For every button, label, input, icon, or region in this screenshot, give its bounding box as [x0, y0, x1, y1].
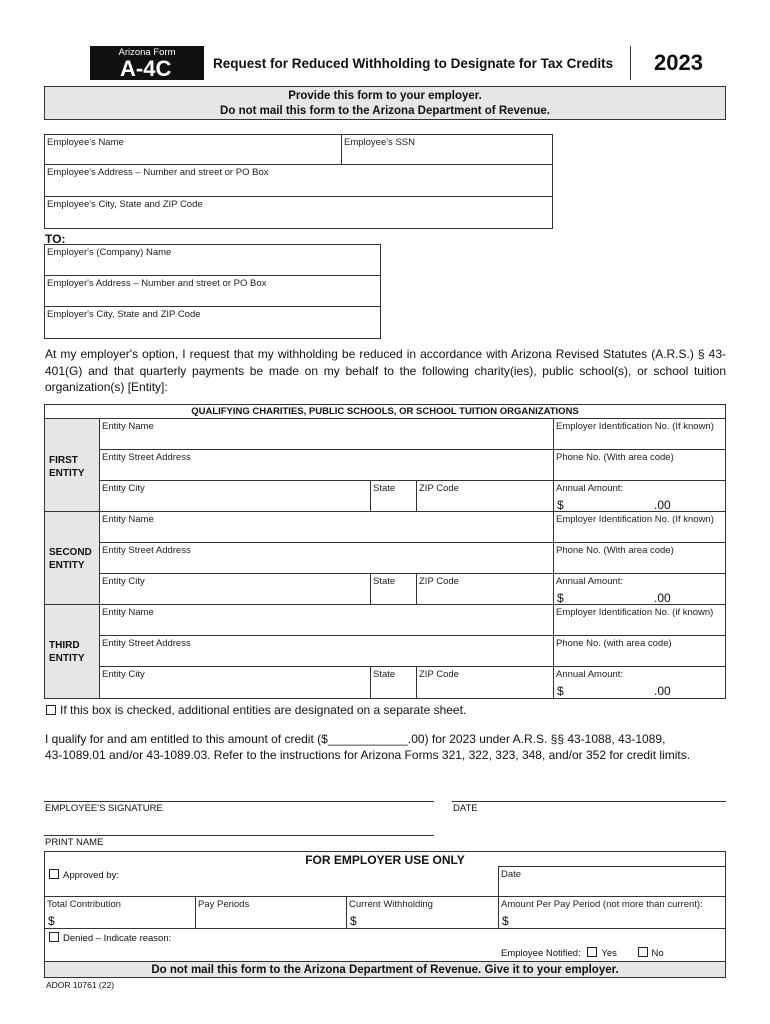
third-entity-name[interactable]	[99, 604, 554, 636]
denied-reason-field[interactable]	[44, 928, 726, 962]
employee-signature-line[interactable]	[44, 801, 434, 802]
third-entity-city[interactable]	[99, 666, 371, 699]
current-withholding-dollar: $	[350, 914, 357, 928]
approved-by-label: Approved by:	[63, 870, 119, 881]
credit-text-line-2: 43-1089.01 and/or 43-1089.03. Refer to the instructions for Arizona Forms 321, 322, 323, 348, and/or 352 for credit limits.	[45, 748, 691, 762]
to-label: TO:	[45, 232, 66, 246]
second-entity-phone-label: Phone No. (With area code)	[556, 545, 674, 556]
employer-address-field[interactable]	[44, 275, 381, 307]
second-entity-dollar: $	[557, 591, 564, 605]
second-entity-state-label: State	[373, 576, 396, 587]
first-entity-city-label: Entity City	[102, 483, 145, 494]
employee-address-field[interactable]	[44, 164, 553, 197]
second-entity-zip[interactable]	[416, 573, 554, 605]
third-entity-amount-label: Annual Amount:	[556, 669, 624, 680]
amount-per-period-field[interactable]	[498, 896, 726, 929]
amount-per-period-label: Amount Per Pay Period (not more than current):	[501, 899, 703, 910]
first-entity-ein[interactable]	[553, 418, 726, 450]
entities-table-header: QUALIFYING CHARITIES, PUBLIC SCHOOLS, OR SCHOOL TUITION ORGANIZATIONS	[44, 404, 726, 419]
credit-paragraph	[45, 731, 735, 763]
form-number: A-4C	[120, 56, 172, 81]
form-header	[90, 46, 726, 80]
approved-checkbox[interactable]	[49, 869, 59, 879]
third-entity-city-label: Entity City	[102, 669, 145, 680]
first-entity-city[interactable]	[99, 480, 371, 512]
first-entity-amount-label: Annual Amount:	[556, 483, 624, 494]
third-entity-phone[interactable]	[553, 635, 726, 667]
third-entity-label-1: THIRD	[49, 640, 80, 651]
first-entity-phone[interactable]	[553, 449, 726, 481]
second-entity-street-label: Entity Street Address	[102, 545, 191, 556]
second-entity-ein-label: Employer Identification No. (If known)	[556, 514, 714, 525]
additional-entities-text: If this box is checked, additional entities are designated on a separate sheet.	[60, 703, 467, 717]
third-entity-amount[interactable]	[553, 666, 726, 699]
second-entity-block	[44, 511, 100, 605]
second-entity-amount-label: Annual Amount:	[556, 576, 624, 587]
second-entity-zip-label: ZIP Code	[419, 576, 459, 587]
print-name-line[interactable]	[44, 835, 434, 836]
second-entity-name[interactable]	[99, 511, 554, 543]
denied-label: Denied – Indicate reason:	[63, 933, 172, 944]
first-entity-street[interactable]	[99, 449, 554, 481]
second-entity-label-1: SECOND	[49, 547, 92, 558]
form-number-block	[90, 46, 204, 80]
employee-name-label: Employee's Name	[47, 137, 124, 148]
first-entity-ein-label: Employer Identification No. (If known)	[556, 421, 714, 432]
first-entity-cents: .00	[654, 498, 671, 512]
first-entity-amount[interactable]	[553, 480, 726, 512]
second-entity-label-2: ENTITY	[49, 560, 85, 571]
second-entity-amount[interactable]	[553, 573, 726, 605]
employee-city-label: Employee's City, State and ZIP Code	[47, 199, 203, 210]
first-entity-state-label: State	[373, 483, 396, 494]
second-entity-cents: .00	[654, 591, 671, 605]
form-label: Arizona Form	[118, 47, 176, 58]
third-entity-state-label: State	[373, 669, 396, 680]
intro-paragraph: At my employer's option, I request that my withholding be reduced in accordance with Arizona Revised Statutes (A.R.S.) § 43-401(G) and that quarterly payments be made on my behalf to the following charity(ies), public school(s), or school tuition organization(s) [Entity]:	[45, 347, 726, 394]
second-entity-name-label: Entity Name	[102, 514, 154, 525]
employer-use-header: FOR EMPLOYER USE ONLY	[44, 851, 726, 867]
form-year: 2023	[630, 46, 726, 80]
additional-entities-checkbox[interactable]	[46, 705, 56, 715]
third-entity-street[interactable]	[99, 635, 554, 667]
employer-city-label: Employer's City, State and ZIP Code	[47, 309, 201, 320]
employee-name-field[interactable]	[44, 134, 342, 165]
third-entity-phone-label: Phone No. (with area code)	[556, 638, 672, 649]
date-line[interactable]	[452, 801, 726, 802]
total-contribution-dollar: $	[48, 914, 55, 928]
third-entity-cents: .00	[654, 684, 671, 698]
third-entity-ein[interactable]	[553, 604, 726, 636]
first-entity-phone-label: Phone No. (With area code)	[556, 452, 674, 463]
pay-periods-field[interactable]	[195, 896, 347, 929]
second-entity-city-label: Entity City	[102, 576, 145, 587]
first-entity-block	[44, 418, 100, 512]
second-entity-state[interactable]	[370, 573, 417, 605]
approved-by-field[interactable]	[44, 866, 499, 897]
third-entity-label-2: ENTITY	[49, 653, 85, 664]
first-entity-street-label: Entity Street Address	[102, 452, 191, 463]
second-entity-street[interactable]	[99, 542, 554, 574]
notified-yes-checkbox[interactable]	[587, 947, 597, 957]
second-entity-phone[interactable]	[553, 542, 726, 574]
notified-no-checkbox[interactable]	[638, 947, 648, 957]
first-entity-name[interactable]	[99, 418, 554, 450]
first-entity-name-label: Entity Name	[102, 421, 154, 432]
first-entity-label-1: FIRST	[49, 455, 78, 466]
total-contribution-field[interactable]	[44, 896, 196, 929]
employee-city-field[interactable]	[44, 196, 553, 229]
third-entity-dollar: $	[557, 684, 564, 698]
employer-name-label: Employer's (Company) Name	[47, 247, 172, 258]
second-entity-ein[interactable]	[553, 511, 726, 543]
employer-date-label: Date	[501, 869, 522, 880]
employer-city-field[interactable]	[44, 306, 381, 339]
first-entity-zip-label: ZIP Code	[419, 483, 459, 494]
first-entity-label-2: ENTITY	[49, 468, 85, 479]
notified-no-label: No	[651, 948, 664, 959]
first-entity-zip[interactable]	[416, 480, 554, 512]
third-entity-street-label: Entity Street Address	[102, 638, 191, 649]
footer-notice: Do not mail this form to the Arizona Department of Revenue. Give it to your employer.	[44, 961, 726, 978]
third-entity-zip[interactable]	[416, 666, 554, 699]
second-entity-city[interactable]	[99, 573, 371, 605]
notice-line-1: Provide this form to your employer.	[288, 90, 482, 102]
third-entity-zip-label: ZIP Code	[419, 669, 459, 680]
employee-notified-label: Employee Notified:	[501, 948, 581, 959]
form-id: ADOR 10761 (22)	[46, 980, 115, 990]
date-label: DATE	[453, 803, 478, 814]
first-entity-state[interactable]	[370, 480, 417, 512]
third-entity-state[interactable]	[370, 666, 417, 699]
pay-periods-label: Pay Periods	[198, 899, 250, 910]
employee-ssn-label: Employee's SSN	[344, 137, 415, 148]
employer-name-field[interactable]	[44, 244, 381, 276]
additional-entities-row	[46, 703, 466, 717]
current-withholding-field[interactable]	[346, 896, 499, 929]
current-withholding-label: Current Withholding	[349, 899, 433, 910]
employee-ssn-field[interactable]	[341, 134, 553, 165]
amount-per-period-dollar: $	[502, 914, 509, 928]
third-entity-name-label: Entity Name	[102, 607, 154, 618]
denied-checkbox[interactable]	[49, 932, 59, 942]
notice-box	[44, 86, 726, 120]
employer-date-field[interactable]	[498, 866, 726, 897]
notice-line-2: Do not mail this form to the Arizona Department of Revenue.	[220, 105, 550, 117]
notified-yes-label: Yes	[601, 948, 617, 959]
third-entity-ein-label: Employer Identification No. (if known)	[556, 607, 714, 618]
credit-text-line-1: I qualify for and am entitled to this amount of credit ($____________.00) for 2023 under A.R.S. §§ 43-1088, 43-1089,	[45, 732, 666, 746]
print-name-label: PRINT NAME	[45, 837, 104, 848]
third-entity-block	[44, 604, 100, 699]
employee-signature-label: EMPLOYEE'S SIGNATURE	[45, 803, 163, 814]
total-contribution-label: Total Contribution	[47, 899, 121, 910]
employee-address-label: Employee's Address – Number and street or PO Box	[47, 167, 269, 178]
form-title: Request for Reduced Withholding to Designate for Tax Credits	[213, 56, 614, 71]
first-entity-dollar: $	[557, 498, 564, 512]
employer-address-label: Employer's Address – Number and street or PO Box	[47, 278, 267, 289]
